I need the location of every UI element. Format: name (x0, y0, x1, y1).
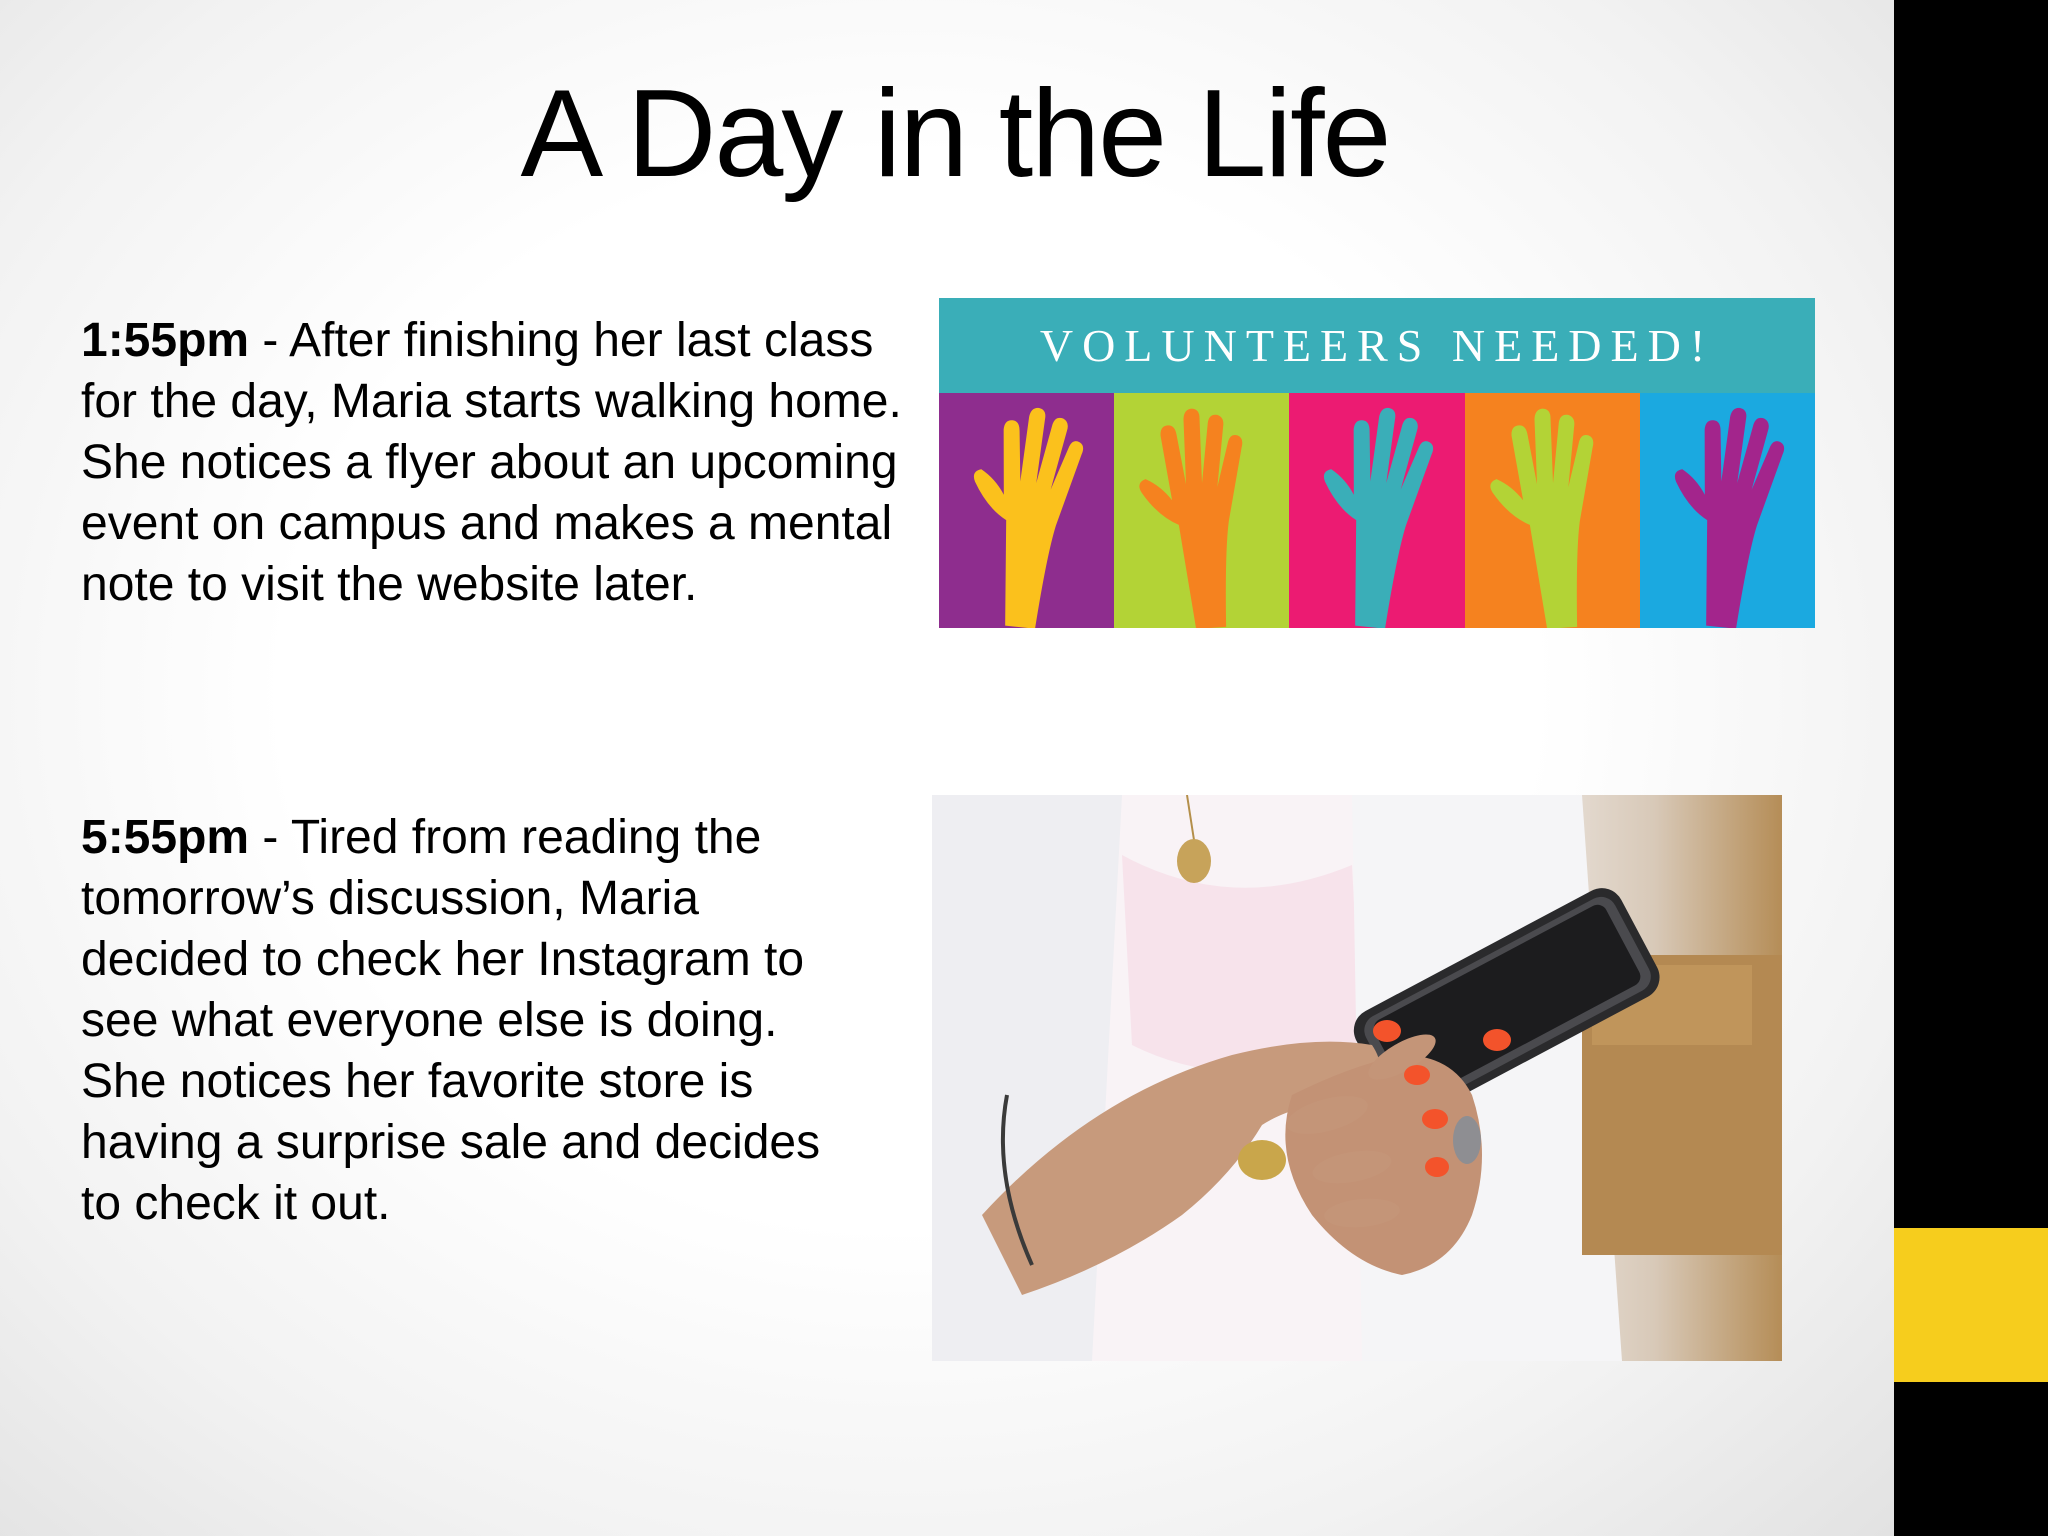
phone-hands-illustration (932, 795, 1782, 1361)
yellow-accent-block (1894, 1228, 2048, 1382)
entry-1 (81, 310, 931, 615)
raised-hands-panels (939, 393, 1815, 628)
raised-hand-icon (939, 393, 1114, 628)
hand-panel-3 (1289, 393, 1464, 628)
volunteers-banner: VOLUNTEERS NEEDED! (939, 298, 1815, 393)
volunteers-needed-image (939, 298, 1815, 628)
hand-panel-4 (1465, 393, 1640, 628)
raised-hand-icon (1289, 393, 1464, 628)
entry-2-time: 5:55pm (81, 811, 250, 864)
slide-title: A Day in the Life (520, 65, 1390, 203)
entry-1-text: - After finishing her last class for the day, Maria starts walking home. She notices a flyer about an upcoming event on campus and makes a mental note to visit the website later. (81, 314, 902, 611)
hand-panel-5 (1640, 393, 1815, 628)
entry-2-text: - Tired from reading the tomorrow’s discussion, Maria decided to check her Instagram to see what everyone else is doing. She notices her favorite store is having a surprise sale and decides to check it out. (81, 811, 821, 1230)
raised-hand-icon (1114, 393, 1289, 628)
entry-2 (81, 807, 871, 1234)
raised-hand-icon (1640, 393, 1815, 628)
hand-panel-1 (939, 393, 1114, 628)
raised-hand-icon (1465, 393, 1640, 628)
hand-panel-2 (1114, 393, 1289, 628)
entry-1-time: 1:55pm (81, 314, 250, 367)
phone-hands-photo (932, 795, 1782, 1361)
